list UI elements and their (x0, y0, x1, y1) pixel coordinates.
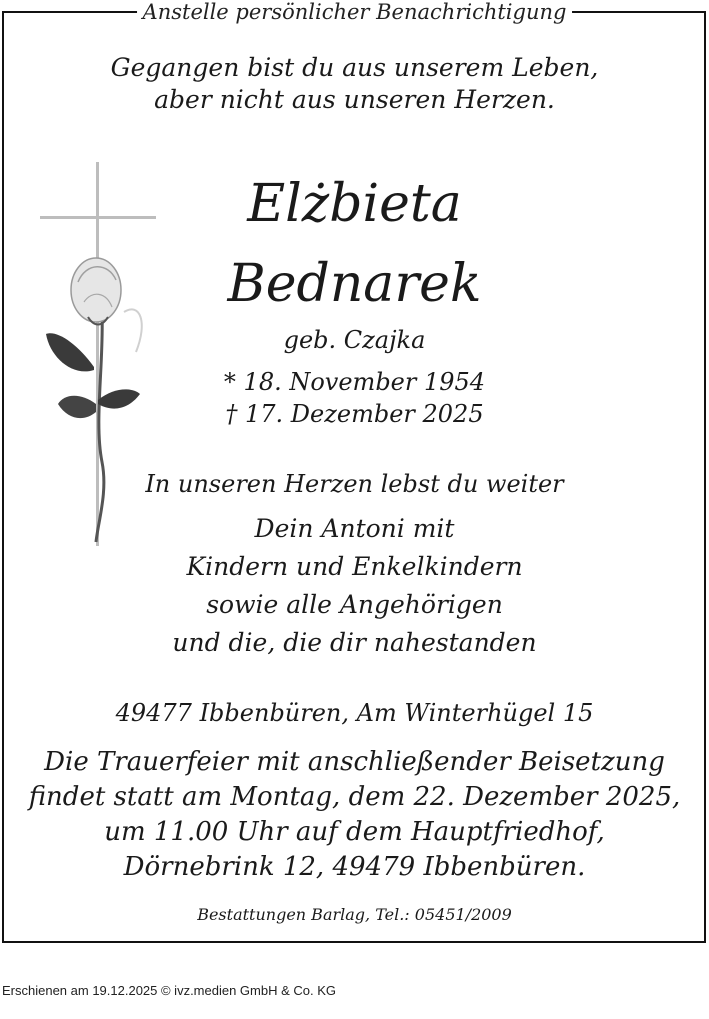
quote-line-1: Gegangen bist du aus unserem Leben, (110, 53, 599, 82)
undertaker: Bestattungen Barlag, Tel.: 05451/2009 (197, 905, 512, 924)
quote-line-2: aber nicht aus unseren Herzen. (154, 85, 555, 114)
publication-footer: Erschienen am 19.12.2025 © ivz.medien GmbH & Co. KG (2, 983, 337, 998)
mourner-line-1: Dein Antoni mit (254, 514, 455, 543)
funeral-line-1: Die Trauerfeier mit anschließender Beisetzung (44, 747, 665, 777)
funeral-line-2: findet statt am Montag, dem 22. Dezember 2025, (28, 782, 681, 812)
header-label: Anstelle persönlicher Benachrichtigung (137, 0, 573, 24)
birth-name: geb. Czajka (283, 326, 426, 354)
first-name: Elżbieta (247, 174, 462, 234)
motto: In unseren Herzen lebst du weiter (145, 470, 564, 498)
birth-date: * 18. November 1954 (223, 368, 486, 396)
mourner-line-4: und die, die dir nahestanden (172, 628, 537, 657)
mourner-line-3: sowie alle Angehörigen (206, 590, 503, 619)
funeral-line-3: um 11.00 Uhr auf dem Hauptfriedhof, (104, 817, 605, 847)
last-name: Bednarek (227, 254, 482, 314)
death-date: † 17. Dezember 2025 (225, 400, 484, 428)
mourner-line-2: Kindern und Enkelkindern (186, 552, 523, 581)
funeral-line-4: Dörnebrink 12, 49479 Ibbenbüren. (123, 852, 586, 882)
address: 49477 Ibbenbüren, Am Winterhügel 15 (115, 699, 594, 727)
